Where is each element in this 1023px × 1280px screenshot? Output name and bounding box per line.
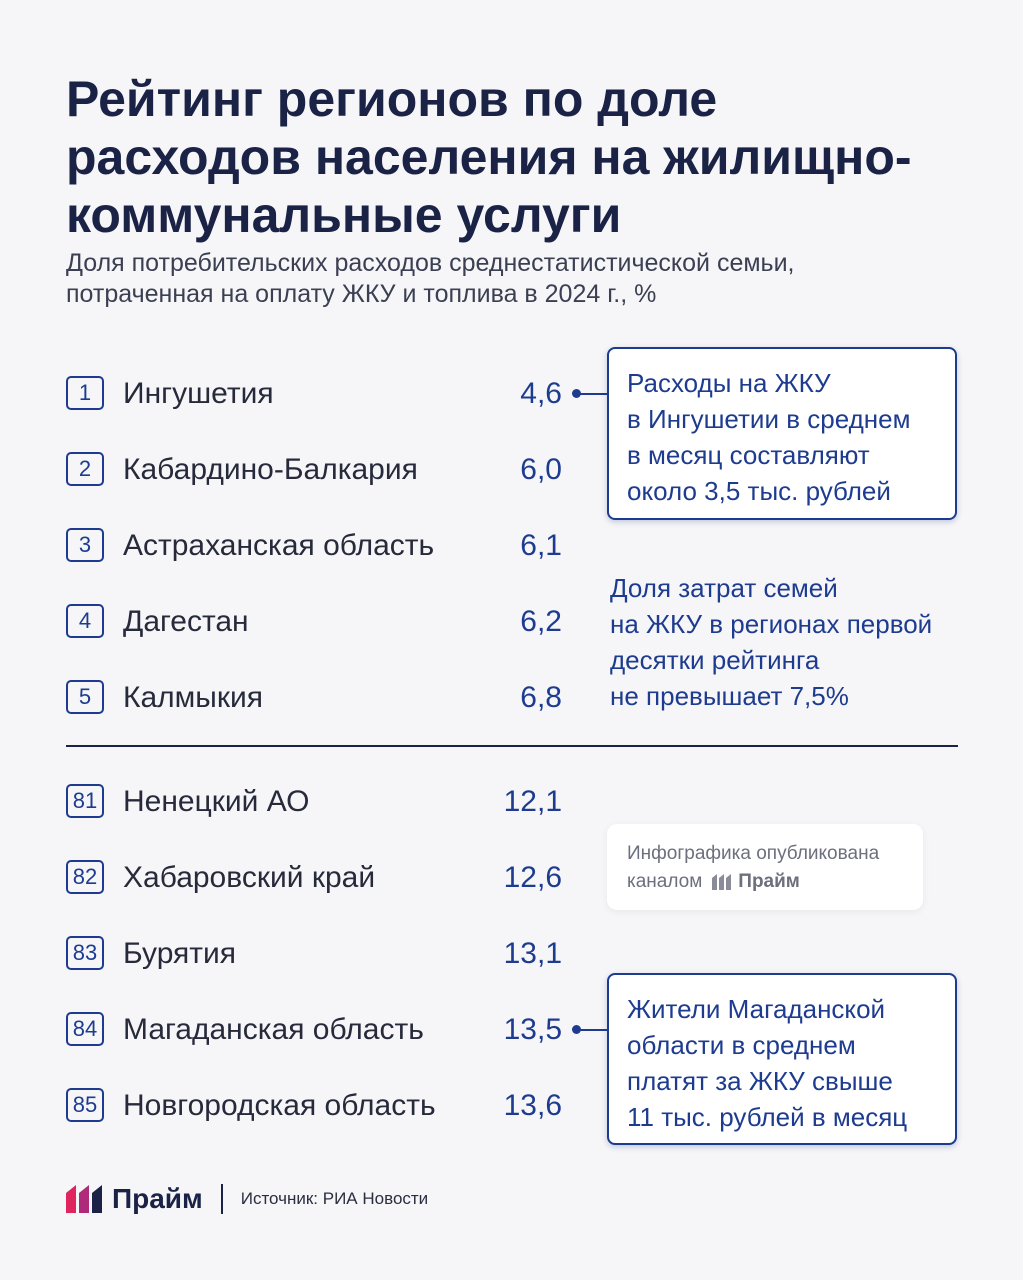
region-name: Ингушетия xyxy=(123,377,274,410)
rank-badge: 3 xyxy=(66,528,104,562)
region-row xyxy=(66,374,586,414)
page-subtitle xyxy=(66,248,966,310)
region-name: Калмыкия xyxy=(123,681,263,714)
note-line: десятки рейтинга xyxy=(610,645,820,675)
title-line: коммунальные услуги xyxy=(66,187,622,243)
region-name: Магаданская область xyxy=(123,1013,424,1046)
region-name: Бурятия xyxy=(123,937,237,970)
region-value: 6,8 xyxy=(520,681,562,714)
region-name: Ненецкий АО xyxy=(123,785,310,818)
region-name: Хабаровский край xyxy=(123,861,376,894)
prime-logo-text: Прайм xyxy=(738,871,800,892)
connector-line xyxy=(580,1029,610,1031)
callout-line: Расходы на ЖКУ xyxy=(627,368,831,398)
rank-badge: 81 xyxy=(66,784,104,818)
note-line: не превышает 7,5% xyxy=(610,681,849,711)
region-name: Кабардино-Балкария xyxy=(123,453,418,486)
prime-logo-icon xyxy=(66,1185,104,1213)
note-line: на ЖКУ в регионах первой xyxy=(610,609,933,639)
callout-line: в месяц составляют xyxy=(627,440,870,470)
region-value: 13,1 xyxy=(503,937,562,970)
region-row xyxy=(66,526,586,566)
top-ten-note xyxy=(610,570,970,714)
region-value: 12,1 xyxy=(503,785,562,818)
rank-badge: 1 xyxy=(66,376,104,410)
page-title xyxy=(66,70,966,244)
rank-badge: 4 xyxy=(66,604,104,638)
region-value: 13,5 xyxy=(503,1013,562,1046)
publication-line xyxy=(627,868,903,896)
subtitle-line: потраченная на оплату ЖКУ и топлива в 2024 г., % xyxy=(66,280,657,308)
rank-badge: 2 xyxy=(66,452,104,486)
section-divider xyxy=(66,745,958,747)
region-name: Дагестан xyxy=(123,605,249,638)
title-line: расходов населения на жилищно- xyxy=(66,129,912,185)
publication-channel-label: каналом xyxy=(627,871,703,892)
callout-line: Жители Магаданской xyxy=(627,994,886,1024)
footer xyxy=(66,1183,428,1215)
region-value: 6,2 xyxy=(520,605,562,638)
region-value: 6,0 xyxy=(520,453,562,486)
region-row xyxy=(66,1010,586,1050)
rank-badge: 85 xyxy=(66,1088,104,1122)
rank-badge: 82 xyxy=(66,860,104,894)
region-row xyxy=(66,782,586,822)
callout-line: в Ингушетии в среднем xyxy=(627,404,911,434)
callout-line: около 3,5 тыс. рублей xyxy=(627,476,891,506)
footer-separator xyxy=(221,1184,223,1214)
callout-line: области в среднем xyxy=(627,1030,856,1060)
prime-logo xyxy=(712,868,800,896)
region-name: Новгородская область xyxy=(123,1089,436,1122)
region-row xyxy=(66,450,586,490)
prime-logo-icon xyxy=(712,874,734,890)
region-value: 13,6 xyxy=(503,1089,562,1122)
region-row xyxy=(66,934,586,974)
callout-line: платят за ЖКУ свыше xyxy=(627,1066,893,1096)
callout-magadan xyxy=(607,973,957,1145)
publication-card xyxy=(607,824,923,910)
region-row xyxy=(66,678,586,718)
note-line: Доля затрат семей xyxy=(610,573,838,603)
callout-ingushetia xyxy=(607,347,957,520)
region-row xyxy=(66,858,586,898)
region-row xyxy=(66,602,586,642)
publication-line: Инфографика опубликована xyxy=(627,843,880,864)
prime-logo-text: Прайм xyxy=(112,1183,203,1214)
region-value: 4,6 xyxy=(520,377,562,410)
rank-badge: 83 xyxy=(66,936,104,970)
region-name: Астраханская область xyxy=(123,529,435,562)
rank-badge: 84 xyxy=(66,1012,104,1046)
rank-badge: 5 xyxy=(66,680,104,714)
source-text: Источник: РИА Новости xyxy=(240,1189,429,1208)
connector-line xyxy=(580,393,610,395)
title-line: Рейтинг регионов по доле xyxy=(66,71,718,127)
region-row xyxy=(66,1086,586,1126)
region-value: 12,6 xyxy=(503,861,562,894)
callout-line: 11 тыс. рублей в месяц xyxy=(627,1102,908,1132)
subtitle-line: Доля потребительских расходов среднестатистической семьи, xyxy=(66,249,795,277)
region-value: 6,1 xyxy=(520,529,562,562)
